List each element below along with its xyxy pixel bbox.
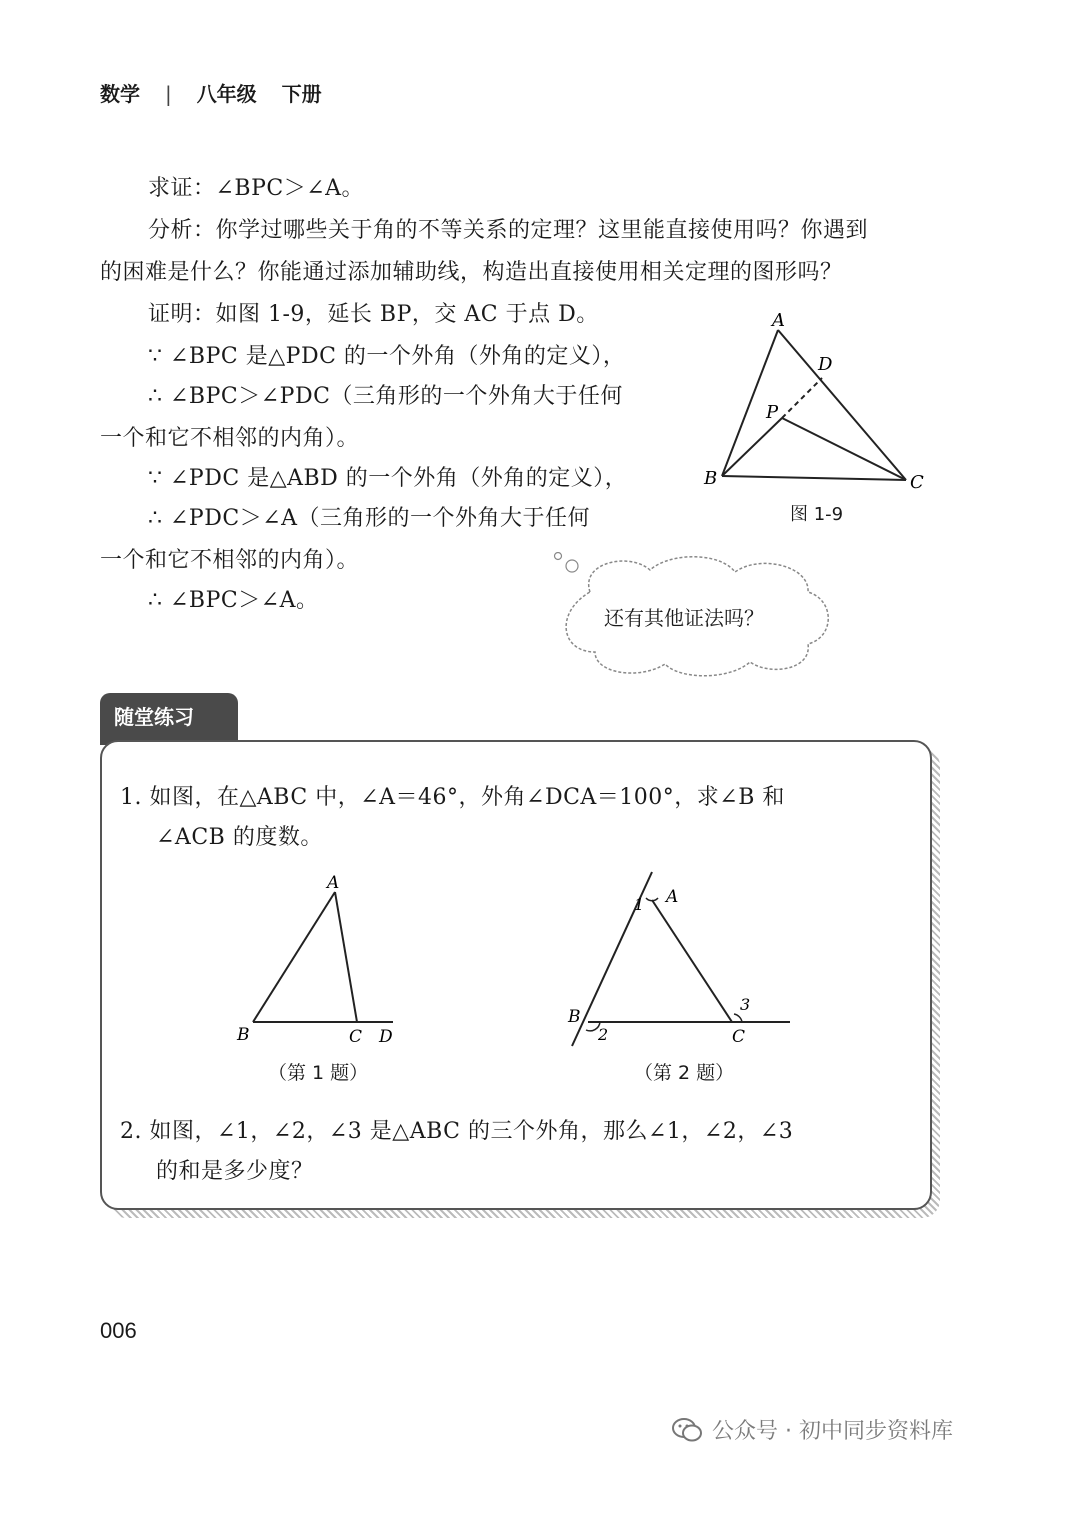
proof-conclusion: ∴ ∠BPC＞∠A。 (148, 588, 319, 613)
page-number: 006 (100, 1318, 137, 1343)
wechat-icon (672, 1417, 702, 1443)
practice-tab: 随堂练习 (100, 693, 238, 745)
proof-step-3: ∵ ∠PDC 是△ABD 的一个外角（外角的定义）， (148, 466, 628, 491)
question-2-line-2: 的和是多少度？ (156, 1159, 314, 1184)
analysis-line-1: 分析：你学过哪些关于角的不等关系的定理？这里能直接使用吗？你遇到 (148, 218, 869, 243)
proof-step-1: ∵ ∠BPC 是△PDC 的一个外角（外角的定义）， (148, 344, 626, 369)
analysis-line-2: 的困难是什么？你能通过添加辅助线，构造出直接使用相关定理的图形吗？ (100, 260, 843, 285)
header-grade: 八年级 (196, 82, 257, 106)
segment-ac (335, 892, 357, 1022)
proof-step-4a: ∴ ∠PDC＞∠A（三角形的一个外角大于任何 (148, 506, 591, 531)
angle-mark-1 (646, 898, 658, 901)
label-b: B (704, 468, 718, 489)
figure-question-1-caption: （第 1 题） (268, 1062, 369, 1084)
segment-bc (722, 476, 906, 480)
segment-ac (778, 330, 906, 480)
question-1-line-2: ∠ACB 的度数。 (156, 825, 323, 850)
label-c: C (732, 1027, 746, 1047)
proof-step-4b: 一个和它不相邻的内角）。 (100, 548, 360, 573)
label-angle-2: 2 (598, 1025, 609, 1044)
segment-bp (722, 418, 782, 476)
label-a: A (666, 887, 679, 907)
label-angle-3: 3 (740, 995, 751, 1014)
header-subject: 数学 (100, 82, 140, 106)
label-c: C (910, 472, 924, 493)
segment-ac (652, 900, 732, 1022)
proof-start: 证明：如图 1-9，延长 BP，交 AC 于点 D。 (148, 302, 599, 327)
figure-1-9-caption: 图 1-9 (790, 504, 844, 525)
label-a: A (327, 873, 340, 893)
segment-pd-dashed (782, 378, 822, 418)
watermark-text: 公众号 · 初中同步资料库 (712, 1419, 953, 1444)
label-b: B (568, 1007, 581, 1027)
figure-question-2 (560, 870, 800, 1050)
proof-step-2b: 一个和它不相邻的内角）。 (100, 426, 360, 451)
question-1-line-1: 1. 如图，在△ABC 中，∠A＝46°，外角∠DCA＝100°，求∠B 和 (120, 785, 785, 810)
header-volume: 下册 (281, 82, 322, 106)
figure-question-1 (225, 870, 415, 1050)
label-angle-1: 1 (634, 895, 645, 914)
label-d: D (379, 1027, 393, 1047)
question-2-line-1: 2. 如图，∠1，∠2，∠3 是△ABC 的三个外角，那么∠1，∠2，∠3 (120, 1119, 794, 1144)
label-d: D (818, 354, 833, 375)
proof-step-2a: ∴ ∠BPC＞∠PDC（三角形的一个外角大于任何 (148, 384, 623, 409)
label-c: C (349, 1027, 363, 1047)
label-b: B (237, 1025, 250, 1045)
segment-pc (782, 418, 906, 480)
angle-mark-3 (734, 1014, 742, 1022)
segment-ab (253, 892, 335, 1022)
cloud-text: 还有其他证法吗？ (604, 606, 764, 630)
page-header (100, 78, 322, 107)
header-separator: | (164, 82, 172, 106)
label-p: P (766, 402, 779, 423)
watermark (672, 1414, 953, 1445)
figure-1-9 (690, 300, 950, 530)
figure-question-2-caption: （第 2 题） (634, 1062, 735, 1084)
prove-statement: 求证：∠BPC＞∠A。 (148, 176, 365, 201)
label-a: A (772, 310, 785, 331)
